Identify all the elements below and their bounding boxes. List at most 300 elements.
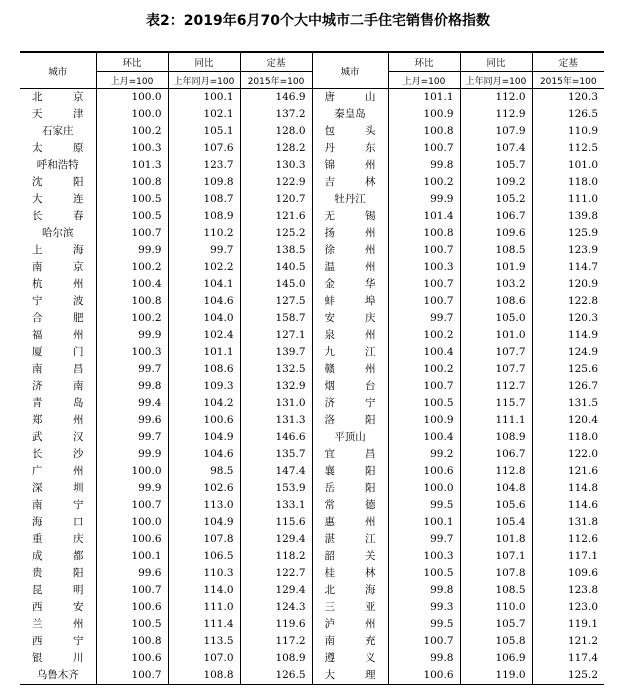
- yoy-cell-left: 113.5: [168, 633, 240, 650]
- fixed-cell-right: 124.9: [532, 344, 604, 361]
- mom-cell-left: 99.9: [96, 242, 168, 259]
- mom-cell-right: 100.6: [388, 667, 460, 685]
- mom-cell-right: 100.8: [388, 225, 460, 242]
- table-row: [20, 174, 604, 191]
- mom-cell-left: 100.1: [96, 548, 168, 565]
- fixed-cell-right: 125.6: [532, 361, 604, 378]
- city-cell-left: [20, 259, 96, 276]
- yoy-cell-left: 104.9: [168, 514, 240, 531]
- city-name: 太 原: [32, 142, 84, 154]
- table-row: [20, 395, 604, 412]
- city-name: 天 津: [32, 108, 84, 120]
- yoy-cell-left: 104.2: [168, 395, 240, 412]
- city-cell-right: 牡丹江: [312, 191, 388, 208]
- city-name: 西 安: [32, 601, 84, 613]
- table-row: [20, 293, 604, 310]
- yoy-cell-right: 105.7: [460, 616, 532, 633]
- fixed-cell-left: 120.7: [240, 191, 312, 208]
- fixed-cell-right: 109.6: [532, 565, 604, 582]
- table-row: [20, 123, 604, 140]
- yoy-base-left: 上年同月=100: [168, 72, 240, 89]
- city-cell-left: [20, 293, 96, 310]
- city-name: 蚌 埠: [324, 295, 376, 307]
- fixed-cell-right: 131.8: [532, 514, 604, 531]
- city-name: 安 庆: [324, 312, 376, 324]
- fixed-cell-right: 122.0: [532, 446, 604, 463]
- city-cell-right: [312, 480, 388, 497]
- city-name: 南 昌: [32, 363, 84, 375]
- city-name: 青 岛: [32, 397, 84, 409]
- fixed-cell-right: 110.9: [532, 123, 604, 140]
- city-name: 沈 阳: [32, 176, 84, 188]
- mom-cell-left: 100.7: [96, 667, 168, 685]
- fixed-cell-left: 145.0: [240, 276, 312, 293]
- city-cell-left: 石家庄: [42, 125, 74, 137]
- mom-cell-left: 99.9: [96, 480, 168, 497]
- city-cell-left: [20, 650, 96, 667]
- yoy-base-right: 上年同月=100: [460, 72, 532, 89]
- fixed-cell-left: 153.9: [240, 480, 312, 497]
- yoy-cell-right: 101.0: [460, 327, 532, 344]
- city-name: 武 汉: [32, 431, 84, 443]
- city-name: 福 州: [32, 329, 84, 341]
- yoy-cell-left: 108.9: [168, 208, 240, 225]
- mom-cell-right: 100.7: [388, 633, 460, 650]
- city-name: 长 春: [32, 210, 84, 222]
- city-name: 北 海: [324, 584, 376, 596]
- yoy-cell-right: 108.6: [460, 293, 532, 310]
- city-name: 洛 阳: [324, 414, 376, 426]
- city-name: 贵 阳: [32, 567, 84, 579]
- mom-cell-right: 100.9: [388, 412, 460, 429]
- city-cell-left: 呼和浩特: [36, 159, 79, 171]
- city-cell-left: [20, 548, 96, 565]
- city-cell-right: [312, 225, 388, 242]
- city-cell-right: [312, 531, 388, 548]
- mom-cell-right: 100.2: [388, 361, 460, 378]
- yoy-cell-right: 104.8: [460, 480, 532, 497]
- mom-cell-right: 100.7: [388, 242, 460, 259]
- city-cell-right: [312, 259, 388, 276]
- city-name: 大 理: [324, 669, 376, 681]
- city-name: 岳 阳: [324, 482, 376, 494]
- yoy-cell-right: 109.6: [460, 225, 532, 242]
- mom-cell-right: 100.8: [388, 123, 460, 140]
- city-name: 常 德: [324, 499, 376, 511]
- yoy-cell-left: 104.1: [168, 276, 240, 293]
- city-cell-right: [312, 174, 388, 191]
- city-cell-right: [312, 361, 388, 378]
- yoy-cell-left: 108.8: [168, 667, 240, 685]
- mom-cell-right: 100.7: [388, 293, 460, 310]
- fixed-cell-left: 121.6: [240, 208, 312, 225]
- city-name: 唐 山: [324, 91, 376, 103]
- fixed-cell-right: 119.1: [532, 616, 604, 633]
- mom-cell-right: 99.8: [388, 582, 460, 599]
- fixed-cell-left: 140.5: [240, 259, 312, 276]
- mom-cell-left: 99.6: [96, 565, 168, 582]
- fixed-cell-right: 114.7: [532, 259, 604, 276]
- mom-cell-left: 100.2: [96, 310, 168, 327]
- yoy-cell-left: 123.7: [168, 157, 240, 174]
- table-row: [20, 582, 604, 599]
- city-cell-left: [20, 310, 96, 327]
- city-cell-left: [20, 242, 96, 259]
- yoy-cell-right: 108.5: [460, 582, 532, 599]
- city-cell-right: [312, 208, 388, 225]
- city-cell-right: [312, 344, 388, 361]
- yoy-cell-right: 119.0: [460, 667, 532, 685]
- mom-cell-left: 100.7: [96, 497, 168, 514]
- table-row: [20, 412, 604, 429]
- mom-cell-right: 100.5: [388, 565, 460, 582]
- city-cell-right: [312, 293, 388, 310]
- mom-cell-left: 100.5: [96, 616, 168, 633]
- mom-cell-left: 100.7: [96, 582, 168, 599]
- city-name: 大 连: [32, 193, 84, 205]
- mom-cell-right: 100.1: [388, 514, 460, 531]
- fixed-cell-right: 126.7: [532, 378, 604, 395]
- city-cell-left: [20, 599, 96, 616]
- table-row: [20, 429, 604, 446]
- yoy-cell-left: 105.1: [168, 123, 240, 140]
- city-cell-right: [312, 276, 388, 293]
- mom-cell-right: 99.8: [388, 157, 460, 174]
- table-row: [20, 650, 604, 667]
- fixed-cell-left: 119.6: [240, 616, 312, 633]
- city-name: 遵 义: [324, 652, 376, 664]
- yoy-cell-left: 102.6: [168, 480, 240, 497]
- mom-cell-left: 100.8: [96, 174, 168, 191]
- mom-cell-left: 100.0: [96, 89, 168, 107]
- yoy-cell-left: 102.4: [168, 327, 240, 344]
- mom-cell-left: 99.6: [96, 412, 168, 429]
- fixed-cell-right: 120.4: [532, 412, 604, 429]
- city-cell-right: [312, 395, 388, 412]
- table-row: [20, 225, 604, 242]
- yoy-cell-left: 98.5: [168, 463, 240, 480]
- city-cell-left: [20, 446, 96, 463]
- city-cell-right: [312, 327, 388, 344]
- city-cell-left: [20, 395, 96, 412]
- table-row: [20, 208, 604, 225]
- yoy-cell-right: 112.8: [460, 463, 532, 480]
- table-row: [20, 497, 604, 514]
- city-cell-right: [312, 616, 388, 633]
- table-row: [20, 514, 604, 531]
- table-row: [20, 531, 604, 548]
- yoy-cell-right: 109.2: [460, 174, 532, 191]
- city-name: 南 京: [32, 261, 84, 273]
- mom-cell-left: 100.4: [96, 276, 168, 293]
- yoy-cell-left: 107.6: [168, 140, 240, 157]
- mom-cell-right: 100.6: [388, 463, 460, 480]
- yoy-cell-left: 109.3: [168, 378, 240, 395]
- table-row: [20, 157, 604, 174]
- mom-header-left: 环比: [96, 52, 168, 72]
- fixed-cell-left: 133.1: [240, 497, 312, 514]
- city-cell-right: [312, 378, 388, 395]
- fixed-cell-left: 122.7: [240, 565, 312, 582]
- city-cell-right: [312, 157, 388, 174]
- fixed-cell-left: 158.7: [240, 310, 312, 327]
- yoy-cell-right: 112.9: [460, 106, 532, 123]
- city-cell-left: [20, 344, 96, 361]
- table-row: [20, 463, 604, 480]
- mom-cell-right: 99.9: [388, 191, 460, 208]
- fixed-base-left: 2015年=100: [240, 72, 312, 89]
- table-row: [20, 446, 604, 463]
- yoy-cell-right: 105.0: [460, 310, 532, 327]
- fixed-cell-right: 120.3: [532, 89, 604, 107]
- yoy-cell-left: 104.9: [168, 429, 240, 446]
- mom-cell-left: 101.3: [96, 157, 168, 174]
- yoy-cell-left: 110.2: [168, 225, 240, 242]
- city-cell-left: [20, 378, 96, 395]
- city-cell-right: [312, 633, 388, 650]
- city-cell-left: [20, 327, 96, 344]
- yoy-cell-left: 99.7: [168, 242, 240, 259]
- table-row: [20, 242, 604, 259]
- mom-cell-left: 100.0: [96, 463, 168, 480]
- table-row: [20, 633, 604, 650]
- city-cell-right: 秦皇岛: [312, 106, 388, 123]
- table-row: [20, 480, 604, 497]
- fixed-cell-left: 146.9: [240, 89, 312, 107]
- fixed-cell-right: 125.9: [532, 225, 604, 242]
- yoy-cell-right: 108.9: [460, 429, 532, 446]
- city-cell-left: [20, 106, 96, 123]
- city-name: 宜 昌: [324, 448, 376, 460]
- fixed-cell-left: 146.6: [240, 429, 312, 446]
- yoy-cell-left: 111.0: [168, 599, 240, 616]
- yoy-cell-right: 111.1: [460, 412, 532, 429]
- city-name: 包 头: [324, 125, 376, 137]
- city-name: 厦 门: [32, 346, 84, 358]
- fixed-cell-left: 130.3: [240, 157, 312, 174]
- mom-cell-left: 100.8: [96, 633, 168, 650]
- mom-cell-left: 100.7: [96, 225, 168, 242]
- fixed-cell-right: 121.2: [532, 633, 604, 650]
- fixed-cell-left: 115.6: [240, 514, 312, 531]
- city-cell-left: [20, 174, 96, 191]
- table-title: 表2：2019年6月70个大中城市二手住宅销售价格指数: [146, 13, 490, 29]
- city-cell-left: [20, 582, 96, 599]
- yoy-cell-right: 105.2: [460, 191, 532, 208]
- city-cell-right: 平顶山: [312, 429, 388, 446]
- table-row: [20, 344, 604, 361]
- mom-cell-right: 100.9: [388, 106, 460, 123]
- yoy-cell-right: 105.4: [460, 514, 532, 531]
- yoy-cell-right: 105.7: [460, 157, 532, 174]
- fixed-cell-right: 118.0: [532, 174, 604, 191]
- city-cell-right: [312, 667, 388, 685]
- yoy-cell-right: 107.8: [460, 565, 532, 582]
- city-cell-left: [20, 531, 96, 548]
- mom-cell-right: 100.3: [388, 259, 460, 276]
- city-name: 惠 州: [324, 516, 376, 528]
- city-name: 湛 江: [324, 533, 376, 545]
- mom-header-right: 环比: [388, 52, 460, 72]
- yoy-cell-right: 105.6: [460, 497, 532, 514]
- fixed-header-left: 定基: [240, 52, 312, 72]
- fixed-cell-right: 123.9: [532, 242, 604, 259]
- mom-cell-right: 100.4: [388, 429, 460, 446]
- city-name: 襄 阳: [324, 465, 376, 477]
- yoy-cell-left: 101.1: [168, 344, 240, 361]
- mom-cell-left: 100.5: [96, 208, 168, 225]
- fixed-cell-left: 118.2: [240, 548, 312, 565]
- city-cell-left: [20, 497, 96, 514]
- mom-cell-left: 100.6: [96, 531, 168, 548]
- yoy-header-right: 同比: [460, 52, 532, 72]
- city-name: 扬 州: [324, 227, 376, 239]
- mom-cell-right: 99.5: [388, 616, 460, 633]
- table-row: [20, 191, 604, 208]
- yoy-cell-left: 107.0: [168, 650, 240, 667]
- city-name: 郑 州: [32, 414, 84, 426]
- yoy-cell-right: 101.8: [460, 531, 532, 548]
- fixed-cell-left: 128.0: [240, 123, 312, 140]
- fixed-cell-right: 139.8: [532, 208, 604, 225]
- city-name: 重 庆: [32, 533, 84, 545]
- city-name: 上 海: [32, 244, 84, 256]
- fixed-cell-right: 125.2: [532, 667, 604, 685]
- fixed-cell-left: 125.2: [240, 225, 312, 242]
- city-cell-left: [20, 276, 96, 293]
- yoy-cell-left: 104.6: [168, 446, 240, 463]
- fixed-cell-left: 129.4: [240, 582, 312, 599]
- city-name: 杭 州: [32, 278, 84, 290]
- fixed-cell-right: 111.0: [532, 191, 604, 208]
- mom-cell-right: 100.3: [388, 548, 460, 565]
- yoy-cell-right: 107.1: [460, 548, 532, 565]
- mom-cell-left: 100.3: [96, 140, 168, 157]
- mom-cell-right: 101.1: [388, 89, 460, 107]
- fixed-header-right: 定基: [532, 52, 604, 72]
- yoy-cell-right: 112.0: [460, 89, 532, 107]
- city-name: 九 江: [324, 346, 376, 358]
- city-cell-right: [312, 565, 388, 582]
- table-row: [20, 616, 604, 633]
- city-cell-left: [20, 429, 96, 446]
- city-cell-right: [312, 412, 388, 429]
- city-cell-left: [20, 89, 96, 107]
- table-row: [20, 106, 604, 123]
- city-name: 金 华: [324, 278, 376, 290]
- fixed-cell-left: 122.9: [240, 174, 312, 191]
- fixed-cell-left: 127.1: [240, 327, 312, 344]
- city-cell-right: [312, 548, 388, 565]
- city-name: 昆 明: [32, 584, 84, 596]
- city-name: 温 州: [324, 261, 376, 273]
- mom-cell-right: 100.7: [388, 140, 460, 157]
- mom-cell-left: 99.8: [96, 378, 168, 395]
- yoy-cell-right: 112.7: [460, 378, 532, 395]
- yoy-cell-left: 104.0: [168, 310, 240, 327]
- yoy-cell-left: 104.6: [168, 293, 240, 310]
- mom-cell-left: 100.2: [96, 259, 168, 276]
- fixed-cell-left: 138.5: [240, 242, 312, 259]
- yoy-cell-right: 106.9: [460, 650, 532, 667]
- city-cell-left: [20, 208, 96, 225]
- city-name: 西 宁: [32, 635, 84, 647]
- mom-cell-left: 99.7: [96, 429, 168, 446]
- yoy-cell-left: 102.1: [168, 106, 240, 123]
- fixed-base-right: 2015年=100: [532, 72, 604, 89]
- mom-cell-right: 99.2: [388, 446, 460, 463]
- fixed-cell-right: 118.0: [532, 429, 604, 446]
- city-name: 北 京: [32, 91, 84, 103]
- mom-cell-left: 100.6: [96, 599, 168, 616]
- mom-cell-right: 101.4: [388, 208, 460, 225]
- yoy-cell-right: 106.7: [460, 208, 532, 225]
- fixed-cell-right: 123.8: [532, 582, 604, 599]
- mom-cell-right: 100.2: [388, 174, 460, 191]
- yoy-cell-right: 106.7: [460, 446, 532, 463]
- city-cell-right: [312, 463, 388, 480]
- yoy-cell-right: 101.9: [460, 259, 532, 276]
- city-header-left: 城市: [20, 52, 96, 89]
- table-row: [20, 140, 604, 157]
- mom-cell-right: 100.7: [388, 276, 460, 293]
- table-row: [20, 565, 604, 582]
- city-name: 徐 州: [324, 244, 376, 256]
- city-cell-left: [20, 480, 96, 497]
- fixed-cell-left: 117.2: [240, 633, 312, 650]
- table-row: [20, 259, 604, 276]
- header-row-main: [20, 52, 604, 72]
- yoy-header-left: 同比: [168, 52, 240, 72]
- city-name: 吉 林: [324, 176, 376, 188]
- mom-cell-left: 99.7: [96, 361, 168, 378]
- fixed-cell-right: 101.0: [532, 157, 604, 174]
- mom-cell-right: 99.3: [388, 599, 460, 616]
- fixed-cell-left: 108.9: [240, 650, 312, 667]
- city-cell-left: [20, 565, 96, 582]
- mom-cell-left: 100.5: [96, 191, 168, 208]
- fixed-cell-left: 124.3: [240, 599, 312, 616]
- city-name: 济 宁: [324, 397, 376, 409]
- yoy-cell-left: 100.6: [168, 412, 240, 429]
- mom-cell-left: 100.0: [96, 514, 168, 531]
- city-cell-left: [20, 412, 96, 429]
- fixed-cell-left: 127.5: [240, 293, 312, 310]
- fixed-cell-right: 126.5: [532, 106, 604, 123]
- yoy-cell-right: 108.5: [460, 242, 532, 259]
- mom-cell-right: 100.5: [388, 395, 460, 412]
- city-name: 合 肥: [32, 312, 84, 324]
- yoy-cell-left: 108.6: [168, 361, 240, 378]
- fixed-cell-right: 120.3: [532, 310, 604, 327]
- mom-cell-left: 100.2: [96, 123, 168, 140]
- table-row: [20, 361, 604, 378]
- yoy-cell-left: 114.0: [168, 582, 240, 599]
- city-name: 深 圳: [32, 482, 84, 494]
- price-index-table: [20, 51, 604, 685]
- yoy-cell-left: 111.4: [168, 616, 240, 633]
- city-name: 无 锡: [324, 210, 376, 222]
- city-cell-left: [20, 140, 96, 157]
- fixed-cell-right: 122.8: [532, 293, 604, 310]
- yoy-cell-right: 105.8: [460, 633, 532, 650]
- city-name: 丹 东: [324, 142, 376, 154]
- table-row: [20, 599, 604, 616]
- city-cell-right: [312, 599, 388, 616]
- table-row: [20, 667, 604, 685]
- city-cell-right: [312, 310, 388, 327]
- fixed-cell-right: 120.9: [532, 276, 604, 293]
